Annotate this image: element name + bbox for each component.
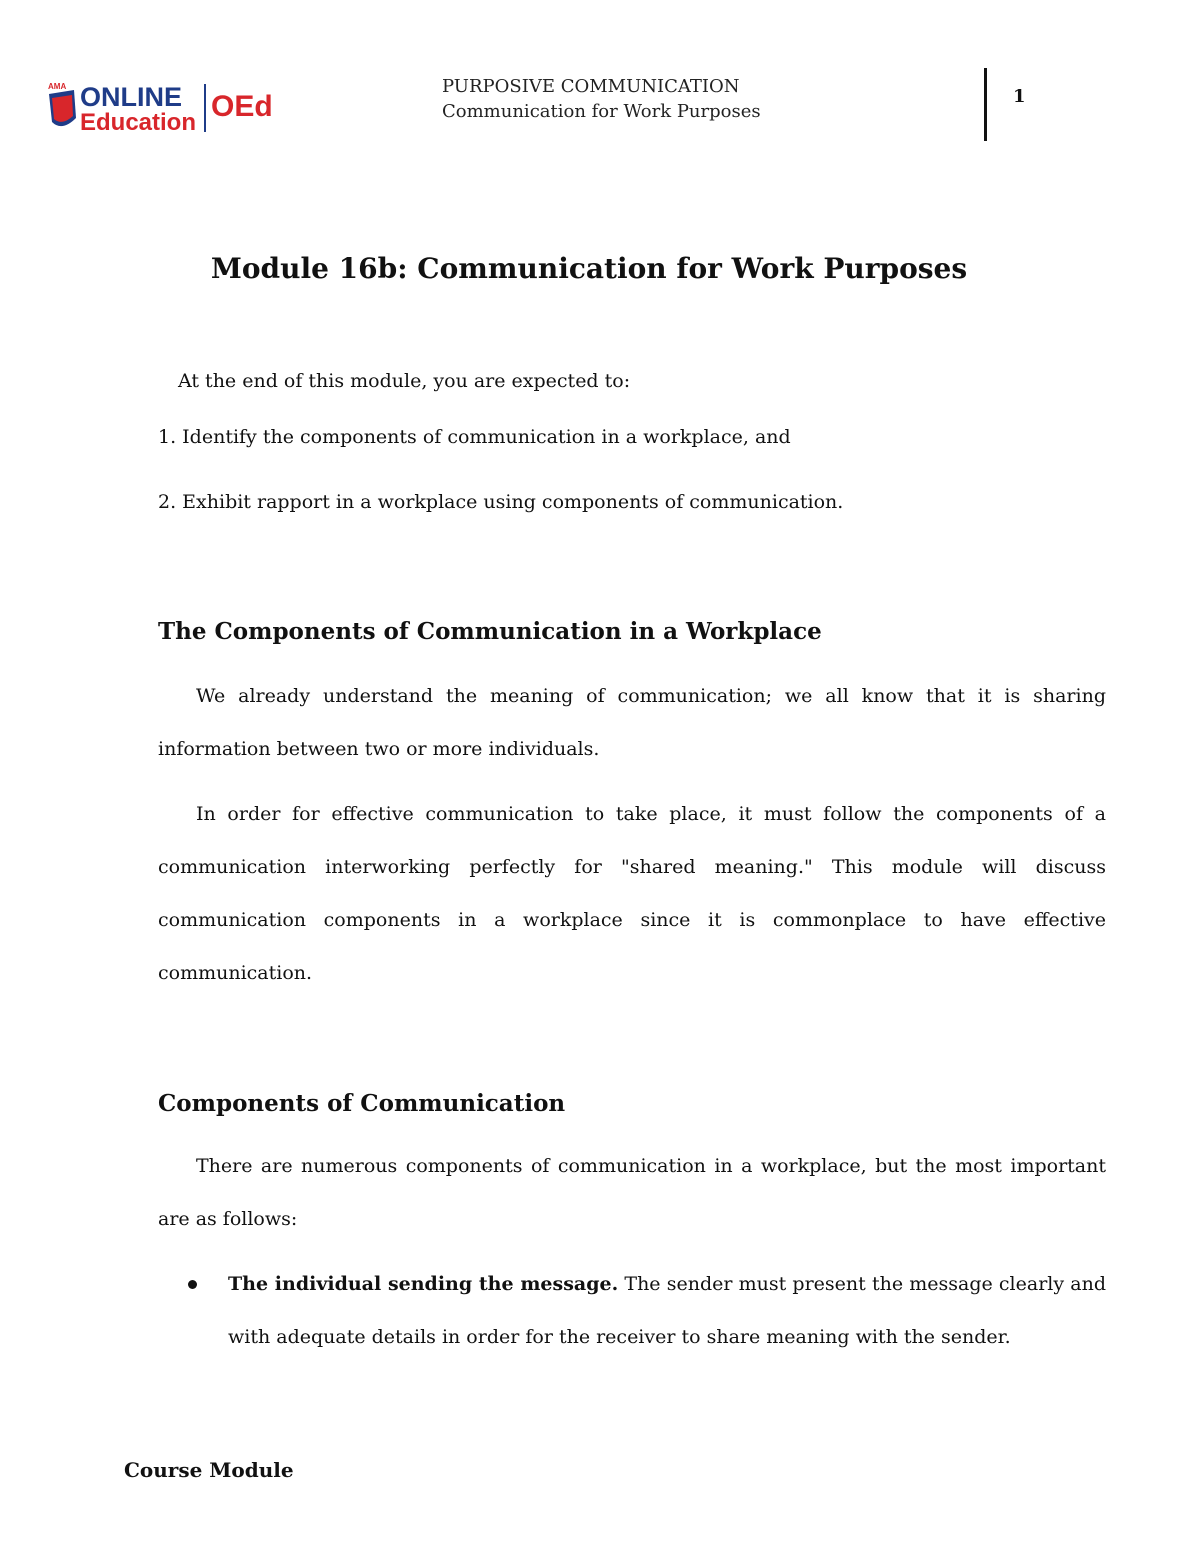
header-course-info — [442, 74, 761, 124]
logo-brand-short: OEd — [211, 90, 273, 123]
logo-brand-top: ONLINE — [80, 82, 183, 112]
bullet-dot — [188, 1280, 197, 1289]
module-title: Module 16b: Communication for Work Purposes — [210, 252, 968, 285]
bullet-text — [228, 1258, 1106, 1364]
section-heading: The Components of Communication in a Workplace — [158, 618, 822, 645]
header-course-title: PURPOSIVE COMMUNICATION — [442, 76, 740, 97]
footer-label: Course Module — [124, 1458, 294, 1482]
bullet-body: The sender must present the message clearly and with adequate details in order for the receiver to share meaning with the sender. — [228, 1273, 1106, 1348]
oed-logo — [46, 80, 286, 136]
header-course-subtitle: Communication for Work Purposes — [442, 101, 761, 122]
page-number: 1 — [1013, 86, 1026, 107]
paragraph: There are numerous components of communication in a workplace, but the most important are as follows: — [158, 1155, 1106, 1230]
bullet-bold-lead: The individual sending the message. — [228, 1273, 619, 1295]
paragraph: In order for effective communication to take place, it must follow the components of a communication interworking perfectly for "shared meaning." This module will discuss communication components in a workplace since it is commonplace to have effective communication. — [158, 803, 1106, 984]
objectives-intro: At the end of this module, you are expected to: — [178, 370, 631, 392]
logo-shield-text: AMA — [48, 82, 67, 91]
objective-item: 2. Exhibit rapport in a workplace using components of communication. — [158, 491, 844, 513]
section-heading: Components of Communication — [158, 1090, 566, 1117]
objective-item: 1. Identify the components of communication in a workplace, and — [158, 426, 791, 448]
paragraph: We already understand the meaning of communication; we all know that it is sharing information between two or more individuals. — [158, 685, 1106, 760]
logo-graphic — [46, 80, 286, 136]
header-divider — [984, 68, 987, 141]
bullet-item — [188, 1258, 1106, 1364]
logo-brand-bottom: Education — [80, 109, 197, 136]
